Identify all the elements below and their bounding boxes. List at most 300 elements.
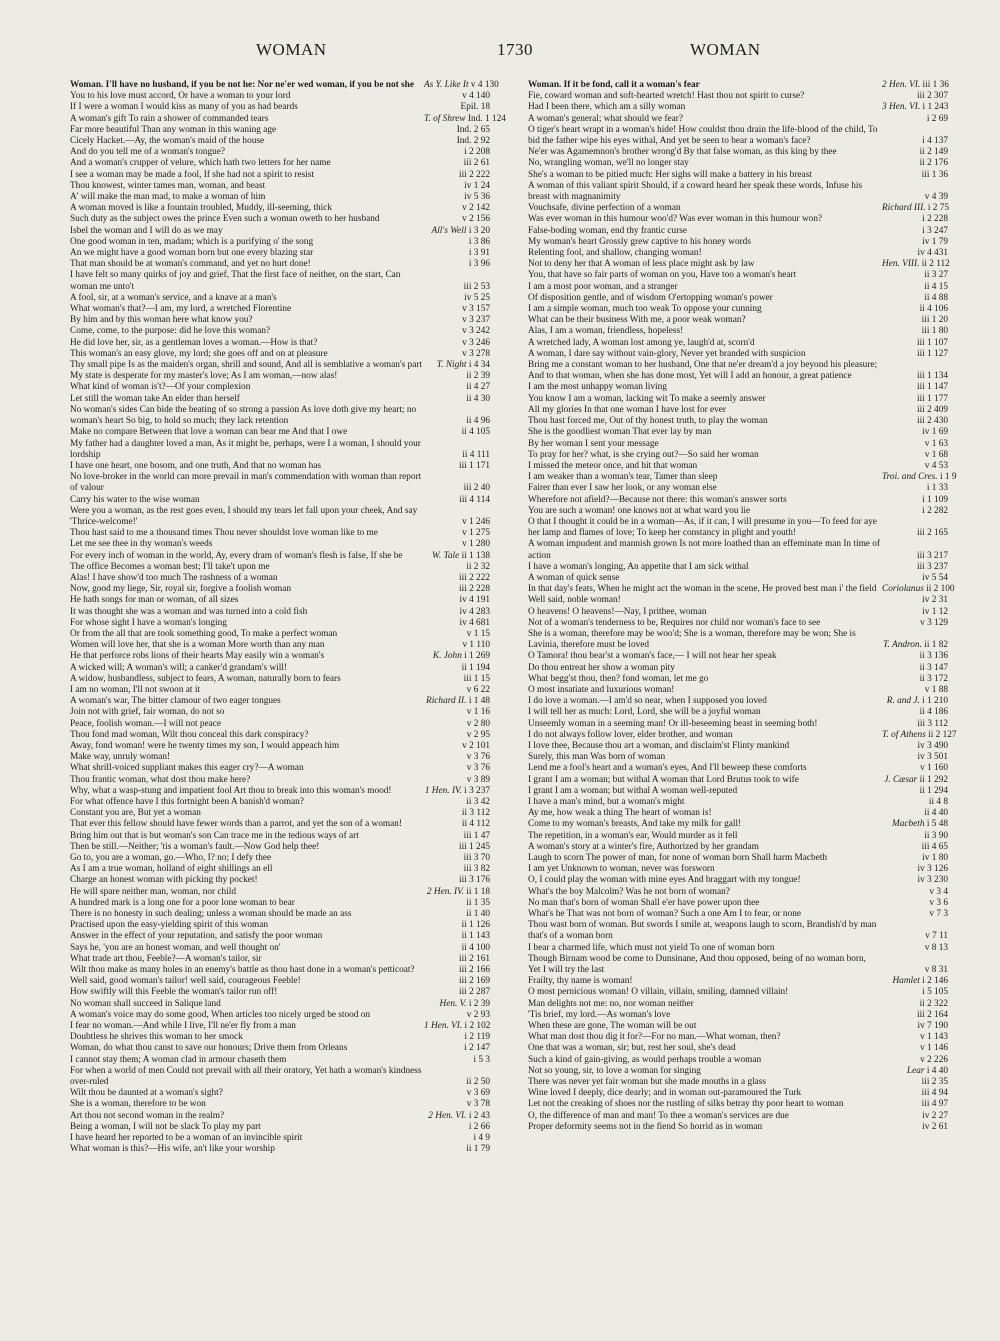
quotation-text: Thy small pipe Is as the maiden's organ, shrill and sound, And all is semblative a woman's part bbox=[70, 360, 423, 371]
quotation-text: I grant I am a woman; but withal A woman that Lord Brutus took to wife bbox=[528, 774, 799, 785]
citation-reference bbox=[424, 483, 490, 494]
citation-reference bbox=[882, 719, 948, 730]
concordance-entry bbox=[70, 696, 490, 707]
quotation-text: You are such a woman! one knows not at what ward you lie bbox=[528, 505, 751, 516]
act-scene-line: ii 2 100 bbox=[926, 584, 955, 595]
act-scene-line: i 1 243 bbox=[922, 102, 949, 113]
concordance-entry bbox=[70, 326, 490, 337]
concordance-entry bbox=[70, 315, 490, 326]
act-scene-line: v 1 280 bbox=[462, 539, 490, 550]
act-scene-line: iii 1 80 bbox=[921, 326, 948, 337]
concordance-entry bbox=[528, 1077, 948, 1088]
concordance-entry bbox=[70, 338, 490, 349]
act-scene-line: v 3 69 bbox=[466, 1088, 490, 1099]
citation-reference bbox=[424, 607, 490, 618]
concordance-entry bbox=[528, 741, 948, 752]
quotation-text: I bear a charmed life, which must not yield To one of woman born bbox=[528, 942, 775, 953]
citation-reference bbox=[424, 853, 490, 864]
act-scene-line: iii 1 15 bbox=[463, 673, 490, 684]
citation-reference bbox=[424, 730, 490, 741]
quotation-text: A woman's story at a winter's fire, Authorized by her grandam bbox=[528, 841, 759, 852]
act-scene-line: iii 4 94 bbox=[921, 1088, 948, 1099]
concordance-entry bbox=[70, 1099, 490, 1110]
concordance-entry bbox=[70, 685, 490, 696]
concordance-entry bbox=[528, 102, 948, 113]
concordance-entry bbox=[70, 595, 490, 606]
quotation-text: A wretched lady, A woman lost among ye, laugh'd at, scorn'd bbox=[528, 337, 755, 348]
quotation-text: That ever this fellow should have fewer words than a parrot, and yet the son of a woman! bbox=[70, 819, 403, 830]
act-scene-line: ii 2 322 bbox=[919, 998, 948, 1009]
act-scene-line: iv 2 27 bbox=[922, 1110, 948, 1121]
concordance-entry bbox=[528, 439, 948, 450]
act-scene-line: v 1 68 bbox=[924, 449, 948, 460]
quotation-text: Not of a woman's tenderness to be, Requires nor child nor woman's face to see bbox=[528, 617, 821, 628]
quotation-text: She's a woman to be pitied much: Her sighs will make a battery in his breast bbox=[528, 169, 812, 180]
citation-reference bbox=[882, 696, 948, 707]
citation-reference bbox=[424, 495, 490, 506]
act-scene-line: iv 3 230 bbox=[917, 875, 948, 886]
citation-reference bbox=[882, 763, 948, 774]
quotation-text: Let not the creaking of shoes nor the rustling of silks betray thy poor heart to woman bbox=[528, 1099, 844, 1110]
citation-reference bbox=[882, 618, 948, 629]
concordance-entry bbox=[70, 125, 490, 136]
concordance-entry bbox=[528, 1111, 948, 1122]
act-scene-line: i 2 147 bbox=[464, 1043, 490, 1054]
concordance-entry bbox=[70, 853, 490, 864]
act-scene-line: v 1 246 bbox=[462, 516, 490, 527]
quotation-text: What woman's that?—I am, my lord, a wretched Florentine bbox=[70, 304, 292, 315]
act-scene-line: iii 1 177 bbox=[917, 393, 948, 404]
play-title: Lear bbox=[906, 1065, 927, 1076]
citation-reference bbox=[424, 741, 490, 752]
concordance-entry bbox=[70, 102, 490, 113]
quotation-text: I have a man's mind, but a woman's might bbox=[528, 797, 685, 807]
act-scene-line: v 3 76 bbox=[466, 752, 490, 763]
concordance-entry bbox=[70, 551, 490, 562]
concordance-entry bbox=[528, 763, 948, 774]
concordance-entry bbox=[70, 1055, 490, 1066]
act-scene-line: v 3 4 bbox=[929, 886, 948, 897]
citation-reference bbox=[424, 259, 490, 270]
act-scene-line: v 1 143 bbox=[920, 1032, 948, 1043]
act-scene-line: i 1 269 bbox=[464, 651, 490, 662]
act-scene-line: iv 2 61 bbox=[922, 1121, 948, 1132]
citation-reference bbox=[882, 248, 948, 259]
act-scene-line: iii 4 97 bbox=[921, 1099, 948, 1110]
citation-reference bbox=[424, 1144, 490, 1155]
quotation-text: O most insatiate and luxurious woman! bbox=[528, 684, 675, 695]
act-scene-line: ii 1 294 bbox=[919, 785, 948, 796]
concordance-entry bbox=[528, 1010, 948, 1021]
act-scene-line: iii 3 217 bbox=[917, 550, 948, 561]
quotation-text: Well said, noble woman! bbox=[528, 595, 621, 606]
play-title: T. Night bbox=[436, 360, 469, 371]
citation-reference bbox=[882, 136, 948, 147]
concordance-entry bbox=[528, 573, 948, 584]
act-scene-line: ii 4 96 bbox=[466, 416, 490, 427]
concordance-entry bbox=[528, 427, 948, 438]
concordance-entry bbox=[528, 203, 948, 214]
concordance-entry bbox=[70, 158, 490, 169]
citation-reference bbox=[424, 696, 490, 707]
quotation-text: He hath songs for man or woman, of all sizes bbox=[70, 595, 239, 606]
concordance-entry bbox=[528, 1043, 948, 1054]
act-scene-line: i 3 237 bbox=[464, 785, 490, 796]
quotation-text: No woman shall succeed in Salique land bbox=[70, 998, 221, 1009]
citation-reference bbox=[882, 786, 948, 797]
citation-reference bbox=[424, 965, 490, 976]
citation-reference bbox=[882, 965, 948, 976]
quotation-text: What begg'st thou, then? fond woman, let me go bbox=[528, 673, 709, 684]
act-scene-line: iii 2 61 bbox=[463, 158, 490, 169]
act-scene-line: v 1 15 bbox=[466, 628, 490, 639]
act-scene-line: i 5 48 bbox=[926, 819, 948, 830]
citation-reference bbox=[882, 1122, 948, 1133]
quotation-text: Thou wast born of woman. But swords I smile at, weapons laugh to scorn, Brandish'd by man that's of a woman born bbox=[528, 920, 877, 942]
concordance-entry bbox=[528, 214, 948, 225]
quotation-text: I cannot stay them; A woman clad in armour chaseth them bbox=[70, 1054, 287, 1065]
citation-reference bbox=[882, 102, 948, 113]
citation-reference bbox=[882, 326, 948, 337]
quotation-text: O that I thought it could be in a woman—As, if it can, I will presume in you—To feed for aye her lamp and flames of love; To keep her constancy in plight and youth! bbox=[528, 516, 877, 539]
concordance-entry bbox=[528, 181, 948, 203]
citation-reference bbox=[882, 259, 948, 270]
citation-reference bbox=[882, 495, 948, 506]
page-header bbox=[70, 40, 940, 64]
act-scene-line: iv 1 79 bbox=[922, 236, 948, 247]
concordance-entry bbox=[70, 147, 490, 158]
citation-reference bbox=[882, 595, 948, 606]
quotation-text: What's he That was not born of woman? Such a one Am I to fear, or none bbox=[528, 909, 801, 920]
citation-reference bbox=[424, 640, 490, 651]
citation-reference bbox=[882, 203, 948, 214]
quotation-text: No man that's born of woman Shall e'er have power upon thee bbox=[528, 897, 760, 908]
citation-reference bbox=[424, 80, 499, 91]
act-scene-line: v 3 89 bbox=[466, 774, 490, 785]
act-scene-line: ii 4 186 bbox=[919, 707, 948, 718]
concordance-entry bbox=[528, 584, 955, 595]
citation-reference bbox=[424, 304, 490, 315]
quotation-text: Bring him out that is but woman's son Can trace me in the tedious ways of art bbox=[70, 830, 359, 841]
citation-reference bbox=[424, 394, 490, 405]
quotation-text: I am a most poor woman, and a stranger bbox=[528, 281, 678, 292]
play-title: Hen. V. bbox=[439, 998, 469, 1009]
act-scene-line: iii 1 36 bbox=[921, 169, 948, 180]
play-title: Richard III. bbox=[882, 203, 928, 214]
act-scene-line: iv 4 191 bbox=[459, 595, 490, 606]
concordance-entry bbox=[70, 1066, 490, 1088]
act-scene-line: i 3 20 bbox=[468, 225, 490, 236]
citation-reference bbox=[882, 114, 948, 125]
act-scene-line: iii 1 134 bbox=[917, 371, 948, 382]
act-scene-line: iv 5 36 bbox=[464, 192, 490, 203]
act-scene-line: v 6 22 bbox=[466, 684, 490, 695]
concordance-entry bbox=[528, 819, 948, 830]
concordance-entry bbox=[70, 270, 490, 292]
act-scene-line: v 1 63 bbox=[924, 438, 948, 449]
play-title: All's Well bbox=[431, 225, 469, 236]
citation-reference bbox=[424, 562, 490, 573]
act-scene-line: ii 2 50 bbox=[466, 1077, 490, 1088]
citation-reference bbox=[882, 315, 948, 326]
citation-reference bbox=[882, 663, 948, 674]
act-scene-line: i 4 40 bbox=[926, 1065, 948, 1076]
quotation-text: Wherefore not afield?—Because not there: this woman's answer sorts bbox=[528, 494, 787, 505]
concordance-entry bbox=[528, 1099, 948, 1110]
play-title: T. of Athens bbox=[882, 729, 929, 740]
citation-reference bbox=[882, 214, 948, 225]
concordance-entry bbox=[70, 987, 490, 998]
act-scene-line: i 4 137 bbox=[922, 136, 948, 147]
concordance-entry bbox=[70, 719, 490, 730]
citation-reference bbox=[882, 909, 948, 920]
act-scene-line: v 3 237 bbox=[462, 315, 490, 326]
act-scene-line: i 2 146 bbox=[922, 976, 948, 987]
quotation-text: Had I been there, which am a silly woman bbox=[528, 102, 686, 113]
quotation-text: You know I am a woman, lacking wit To make a seemly answer bbox=[528, 393, 766, 404]
act-scene-line: ii 4 40 bbox=[924, 808, 948, 819]
citation-reference bbox=[882, 147, 948, 158]
quotation-text: Of disposition gentle, and of wisdom O'ertopping woman's power bbox=[528, 292, 773, 303]
quotation-text: Wilt thou be daunted at a woman's sight? bbox=[70, 1088, 223, 1099]
quotation-text: Come to my woman's breasts, And take my milk for gall! bbox=[528, 819, 742, 830]
play-title: As Y. Like It bbox=[424, 80, 471, 90]
quotation-text: Practised upon the easy-yielding spirit of this woman bbox=[70, 920, 269, 931]
concordance-entry bbox=[70, 382, 490, 393]
act-scene-line: ii 3 147 bbox=[919, 662, 948, 673]
act-scene-line: i 2 208 bbox=[464, 147, 490, 158]
act-scene-line: Ind. 2 92 bbox=[456, 136, 490, 147]
citation-reference bbox=[882, 1088, 948, 1099]
concordance-entry bbox=[528, 114, 948, 125]
concordance-entry bbox=[70, 506, 490, 528]
concordance-entry bbox=[528, 315, 948, 326]
quotation-text: She is the goodliest woman That ever lay by man bbox=[528, 427, 712, 438]
concordance-entry bbox=[70, 371, 490, 382]
act-scene-line: ii 4 105 bbox=[461, 427, 490, 438]
play-title: Richard II. bbox=[426, 696, 469, 707]
quotation-text: I missed the meteor once, and hit that woman bbox=[528, 460, 698, 471]
act-scene-line: ii 4 27 bbox=[466, 382, 490, 393]
citation-reference bbox=[882, 573, 948, 584]
concordance-entry bbox=[70, 248, 490, 259]
act-scene-line: Epil. 18 bbox=[460, 102, 490, 113]
quotation-text: Or from the all that are took something good, To make a perfect woman bbox=[70, 628, 338, 639]
concordance-entry bbox=[70, 741, 490, 752]
quotation-text: Answer in the effect of your reputation, and satisfy the poor woman bbox=[70, 931, 323, 942]
concordance-entry bbox=[528, 685, 948, 696]
quotation-text: Let still the woman take An elder than herself bbox=[70, 393, 240, 404]
act-scene-line: v 2 80 bbox=[466, 718, 490, 729]
concordance-entry bbox=[528, 976, 948, 987]
act-scene-line: v 1 146 bbox=[920, 1043, 948, 1054]
concordance-entry bbox=[528, 943, 948, 954]
act-scene-line: v 4 39 bbox=[924, 192, 948, 203]
concordance-entry bbox=[70, 136, 490, 147]
act-scene-line: iii 2 161 bbox=[459, 953, 490, 964]
act-scene-line: iii 1 171 bbox=[459, 460, 490, 471]
quotation-text: My woman's heart Grossly grew captive to his honey words bbox=[528, 236, 751, 247]
citation-reference bbox=[424, 719, 490, 730]
quotation-text: A woman's gift To rain a shower of commanded tears bbox=[70, 113, 269, 124]
concordance-entry bbox=[70, 405, 490, 427]
citation-reference bbox=[424, 125, 490, 136]
left-column bbox=[70, 80, 506, 1156]
act-scene-line: ii 1 79 bbox=[466, 1144, 490, 1155]
act-scene-line: iii 3 176 bbox=[459, 875, 490, 886]
concordance-entry bbox=[70, 663, 490, 674]
act-scene-line: ii 2 39 bbox=[466, 371, 490, 382]
quotation-text: Thou frantic woman, what dost thou make here? bbox=[70, 774, 251, 785]
quotation-text: To pray for her? what, is she crying out?—So said her woman bbox=[528, 449, 759, 460]
concordance-entry bbox=[528, 719, 948, 730]
act-scene-line: v 1 110 bbox=[462, 640, 490, 651]
act-scene-line: ii 4 100 bbox=[461, 942, 490, 953]
act-scene-line: iii 1 147 bbox=[917, 382, 948, 393]
concordance-entry bbox=[70, 752, 490, 763]
quotation-text: Vouchsafe, divine perfection of a woman bbox=[528, 203, 681, 214]
citation-reference bbox=[882, 853, 948, 864]
concordance-entry bbox=[528, 831, 948, 842]
citation-reference bbox=[424, 685, 490, 696]
concordance-entry bbox=[70, 203, 490, 214]
citation-reference bbox=[424, 875, 490, 886]
citation-reference bbox=[882, 685, 948, 696]
quotation-text: O heavens! O heavens!—Nay, I prithee, woman bbox=[528, 606, 707, 617]
citation-reference bbox=[424, 987, 490, 998]
concordance-entry bbox=[70, 607, 490, 618]
quotation-text: I am a simple woman, much too weak To oppose your cunning bbox=[528, 304, 762, 315]
citation-reference bbox=[882, 192, 948, 203]
concordance-entry bbox=[70, 427, 490, 438]
citation-reference bbox=[882, 394, 948, 405]
citation-reference bbox=[424, 158, 490, 169]
quotation-text: The office Becomes a woman best; I'll take't upon me bbox=[70, 561, 270, 572]
act-scene-line: i 2 102 bbox=[464, 1021, 491, 1032]
quotation-text: Ay me, how weak a thing The heart of woman is! bbox=[528, 808, 712, 819]
concordance-entry bbox=[70, 629, 490, 640]
concordance-entry bbox=[70, 91, 490, 102]
quotation-text: Make way, unruly woman! bbox=[70, 752, 171, 763]
concordance-entry bbox=[70, 1122, 490, 1133]
quotation-text: Thou fond mad woman, Wilt thou conceal this dark conspiracy? bbox=[70, 729, 309, 740]
quotation-text: How swiftly will this Feeble the woman's tailor run off! bbox=[70, 987, 278, 998]
concordance-entry bbox=[70, 864, 490, 875]
quotation-text: Proper deformity seems not in the fiend So horrid as in woman bbox=[528, 1121, 763, 1132]
citation-reference bbox=[882, 1021, 948, 1032]
quotation-text: Make no compare Between that love a woman can bear me And that I owe bbox=[70, 427, 348, 438]
citation-reference bbox=[424, 1032, 490, 1043]
concordance-entry bbox=[70, 259, 490, 270]
act-scene-line: v 7 3 bbox=[929, 909, 948, 920]
quotation-text: A' will make the man mad, to make a woman of him bbox=[70, 192, 266, 203]
act-scene-line: ii 4 30 bbox=[466, 393, 490, 404]
quotation-text: I do not always follow lover, elder brother, and woman bbox=[528, 729, 733, 740]
quotation-text: Not so young, sir, to love a woman for singing bbox=[528, 1065, 701, 1076]
concordance-entry bbox=[528, 875, 948, 886]
act-scene-line: ii 3 90 bbox=[924, 830, 948, 841]
quotation-text: O Tamora! thou bear'st a woman's face,— I will not hear her speak bbox=[528, 651, 777, 662]
act-scene-line: v 3 278 bbox=[462, 348, 490, 359]
concordance-entry bbox=[528, 517, 948, 539]
quotation-text: He did love her, sir, as a gentleman loves a woman.—How is that? bbox=[70, 337, 318, 348]
citation-reference bbox=[424, 539, 490, 550]
concordance-entry bbox=[70, 763, 490, 774]
concordance-entry bbox=[70, 304, 490, 315]
concordance-entry bbox=[528, 595, 948, 606]
citation-reference bbox=[882, 875, 948, 886]
quotation-text: Far more beautiful Than any woman in this waning age bbox=[70, 124, 277, 135]
act-scene-line: i 1 109 bbox=[922, 494, 948, 505]
act-scene-line: iv 3 126 bbox=[917, 864, 948, 875]
concordance-entry bbox=[70, 293, 490, 304]
citation-reference bbox=[424, 293, 490, 304]
quotation-text: Woman. If it be fond, call it a woman's fear bbox=[528, 80, 700, 90]
concordance-entry bbox=[70, 674, 490, 685]
play-title: T. of Shrew bbox=[424, 113, 468, 124]
act-scene-line: v 4 130 bbox=[470, 80, 499, 90]
quotation-text: No woman's sides Can bide the beating of so strong a passion As love doth give my heart; no woman's heart So big, to hold so much; they lack retention bbox=[70, 404, 417, 427]
concordance-entry bbox=[70, 965, 490, 976]
concordance-entry bbox=[528, 158, 948, 169]
citation-reference bbox=[882, 1111, 948, 1122]
concordance-entry bbox=[70, 192, 490, 203]
concordance-entry bbox=[70, 831, 490, 842]
concordance-entry bbox=[70, 999, 490, 1010]
quotation-text: The repetition, in a woman's ear, Would murder as it fell bbox=[528, 830, 738, 841]
quotation-text: Join not with grief, fair woman, do not so bbox=[70, 707, 225, 718]
act-scene-line: iii 3 82 bbox=[463, 864, 490, 875]
citation-reference bbox=[424, 1099, 490, 1110]
act-scene-line: v 4 140 bbox=[462, 91, 490, 102]
act-scene-line: iv 4 681 bbox=[459, 617, 490, 628]
citation-reference bbox=[424, 618, 490, 629]
quotation-text: No, wrangling woman, we'll no longer stay bbox=[528, 158, 689, 169]
citation-reference bbox=[882, 607, 948, 618]
concordance-entry bbox=[528, 237, 948, 248]
concordance-entry bbox=[70, 495, 490, 506]
concordance-entry bbox=[70, 1043, 490, 1054]
concordance-entry bbox=[528, 80, 948, 91]
concordance-entry bbox=[528, 293, 948, 304]
quotation-text: Ne'er was Agamemnon's brother wrong'd By that false woman, as this king by thee bbox=[528, 147, 837, 158]
quotation-text: All my glories In that one woman I have lost for ever bbox=[528, 404, 727, 415]
citation-reference bbox=[424, 584, 490, 595]
concordance-entry bbox=[70, 1133, 490, 1144]
citation-reference bbox=[424, 181, 490, 192]
concordance-entry bbox=[70, 113, 506, 125]
citation-reference bbox=[882, 752, 948, 763]
concordance-entry bbox=[528, 1032, 948, 1043]
citation-reference bbox=[424, 887, 490, 898]
concordance-entry bbox=[528, 920, 948, 942]
quotation-text: As I am a true woman, holland of eight shillings an ell bbox=[70, 864, 273, 875]
quotation-text: He will spare neither man, woman, nor child bbox=[70, 886, 237, 897]
concordance-entry bbox=[528, 651, 948, 662]
act-scene-line: ii 1 82 bbox=[924, 640, 948, 651]
quotation-text: My state is desperate for my master's love; As I am woman,—now alas! bbox=[70, 371, 338, 382]
act-scene-line: ii 1 18 bbox=[466, 886, 490, 897]
quotation-text: Was ever woman in this humour woo'd? Was ever woman in this humour won? bbox=[528, 214, 823, 225]
quotation-text: O tiger's heart wrapt in a woman's hide! How couldst thou drain the life-blood of the child, To bid the father wipe his eyes withal, And yet be seen to bear a woman's face? bbox=[528, 124, 878, 147]
act-scene-line: iii 4 114 bbox=[459, 494, 490, 505]
concordance-entry bbox=[528, 270, 948, 281]
citation-reference bbox=[424, 1010, 490, 1021]
concordance-entry bbox=[528, 999, 948, 1010]
quotation-text: I am no woman, I'll not swoon at it bbox=[70, 684, 201, 695]
concordance-entry bbox=[70, 394, 490, 405]
quotation-text: A woman of this valiant spirit Should, if a coward heard her speak these words, Infuse his breast with magnanimity bbox=[528, 180, 863, 203]
